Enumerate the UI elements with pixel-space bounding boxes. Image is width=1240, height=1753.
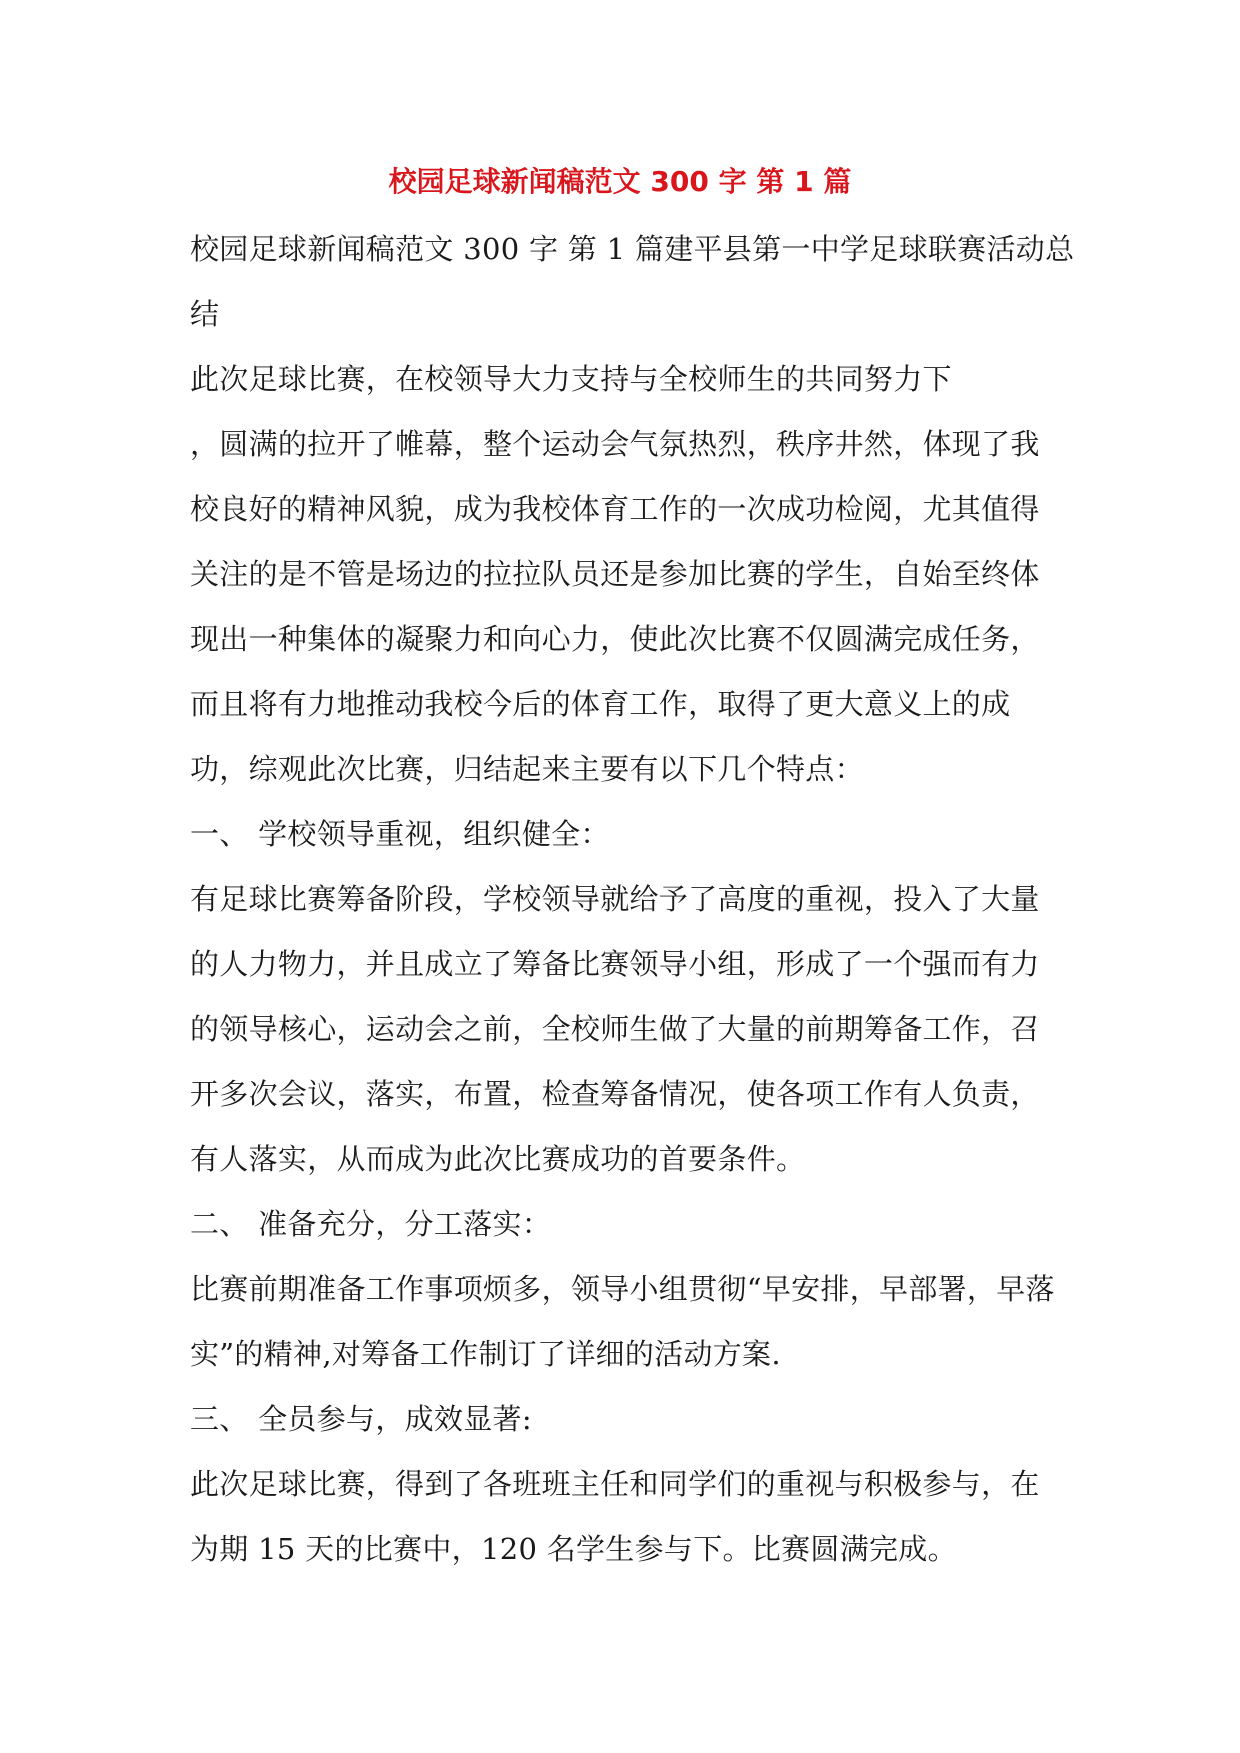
body-line: 有足球比赛筹备阶段，学校领导就给予了高度的重视，投入了大量 (190, 882, 1040, 916)
body-line: 的人力物力，并且成立了筹备比赛领导小组，形成了一个强而有力 (190, 947, 1040, 981)
body-line: 功，综观此次比赛，归结起来主要有以下几个特点： (190, 752, 864, 786)
document-body (190, 227, 1075, 1592)
body-line: ，圆满的拉开了帷幕，整个运动会气氛热烈，秩序井然，体现了我 (190, 427, 1040, 461)
body-line: 校良好的精神风貌，成为我校体育工作的一次成功检阅，尤其值得 (190, 492, 1040, 526)
body-line: 关注的是不管是场边的拉拉队员还是参加比赛的学生，自始至终体 (190, 557, 1040, 591)
section-heading: 三、 全员参与，成效显著: (190, 1402, 532, 1436)
body-line: 的领导核心，运动会之前，全校师生做了大量的前期筹备工作，召 (190, 1012, 1040, 1046)
body-line: 为期 15 天的比赛中，120 名学生参与下。比赛圆满完成。 (190, 1532, 957, 1566)
section-heading: 二、 准备充分，分工落实： (190, 1207, 552, 1241)
body-line: 而且将有力地推动我校今后的体育工作，取得了更大意义上的成 (190, 687, 1011, 721)
body-line: 有人落实，从而成为此次比赛成功的首要条件。 (190, 1142, 806, 1176)
section-heading: 一、 学校领导重视，组织健全： (190, 817, 610, 851)
body-line: 此次足球比赛，得到了各班班主任和同学们的重视与积极参与，在 (190, 1467, 1040, 1501)
body-line: 实”的精神,对筹备工作制订了详细的活动方案. (190, 1337, 781, 1371)
body-line: 校园足球新闻稿范文 300 字 第 1 篇建平县第一中学足球联赛活动总 (190, 232, 1075, 266)
body-line: 开多次会议，落实，布置，检查筹备情况，使各项工作有人负责， (190, 1077, 1040, 1111)
document-title: 校园足球新闻稿范文 300 字 第 1 篇 (388, 165, 852, 198)
body-line: 比赛前期准备工作事项烦多，领导小组贯彻“早安排，早部署，早落 (190, 1272, 1055, 1306)
body-line: 结 (190, 297, 220, 331)
body-line: 此次足球比赛，在校领导大力支持与全校师生的共同努力下 (190, 362, 952, 396)
body-line: 现出一种集体的凝聚力和向心力，使此次比赛不仅圆满完成任务， (190, 622, 1040, 656)
